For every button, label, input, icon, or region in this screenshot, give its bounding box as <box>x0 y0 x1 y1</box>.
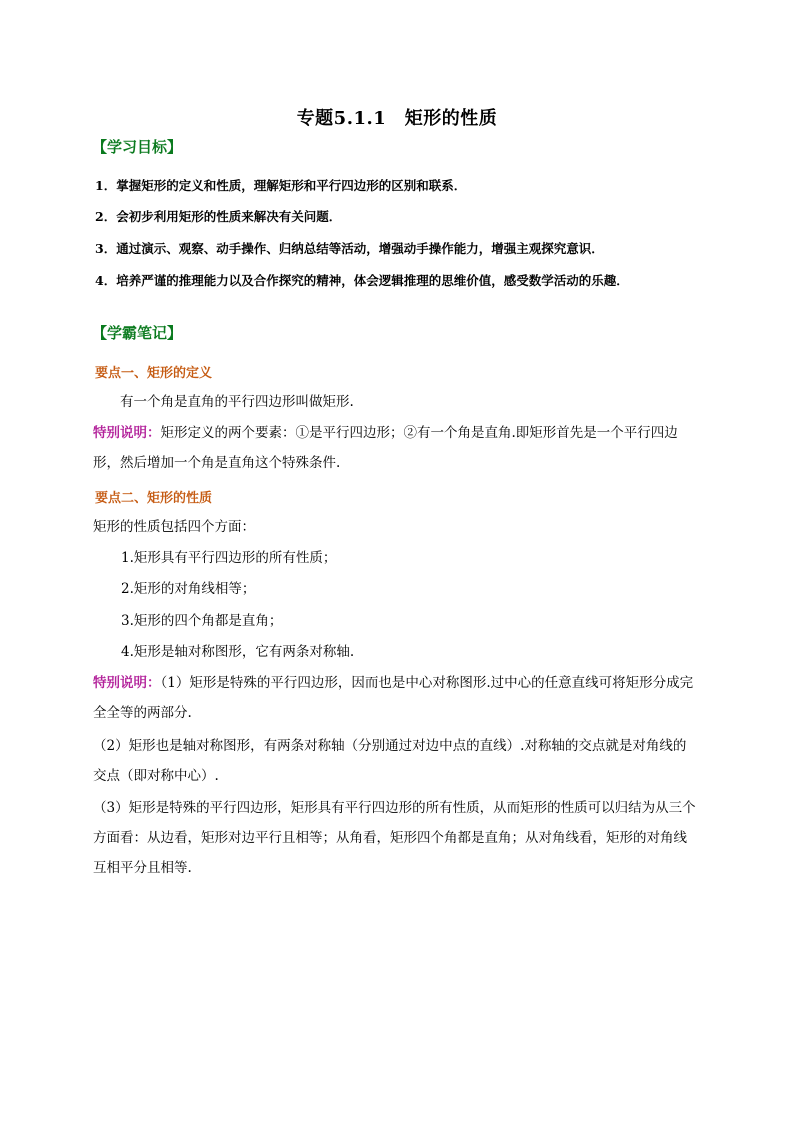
point2-title: 要点二、矩形的性质 <box>95 491 213 506</box>
point2-intro: 矩形的性质包括四个方面： <box>93 519 255 535</box>
special-note-label: 特别说明： <box>93 425 161 441</box>
point1-title: 要点一、矩形的定义 <box>95 366 213 381</box>
goal-item-2: 2．会初步利用矩形的性质来解决有关问题． <box>95 209 342 224</box>
point1-definition: 有一个角是直角的平行四边形叫做矩形. <box>120 394 354 410</box>
special-note-text: （1）矩形是特殊的平行四边形，因而也是中心对称图形.过中心的任意直线可将矩形分成完全全等的两部分. <box>93 675 694 721</box>
notes-heading: 【学霸笔记】 <box>92 324 183 342</box>
page-title: 专题5.1.1 矩形的性质 <box>296 108 498 129</box>
point1-special-note <box>93 418 697 478</box>
learning-goals-heading: 【学习目标】 <box>92 138 183 156</box>
special-note-text: 矩形定义的两个要素：①是平行四边形；②有一个角是直角.即矩形首先是一个平行四边形，然后增加一个角是直角这个特殊条件. <box>93 425 678 471</box>
special-note-label: 特别说明： <box>93 675 161 691</box>
goal-item-1: 1．掌握矩形的定义和性质，理解矩形和平行四边形的区别和联系． <box>95 178 467 193</box>
property-item-1: 1.矩形具有平行四边形的所有性质； <box>121 550 337 566</box>
property-item-3: 3.矩形的四个角都是直角； <box>121 613 283 629</box>
goal-item-4: 4．培养严谨的推理能力以及合作探究的精神，体会逻辑推理的思维价值，感受数学活动的乐趣． <box>95 273 629 288</box>
property-item-2: 2.矩形的对角线相等； <box>121 581 256 597</box>
goal-item-3: 3．通过演示、观察、动手操作、归纳总结等活动，增强动手操作能力，增强主观探究意识． <box>95 241 604 256</box>
point2-special-note-2: （2）矩形也是轴对称图形，有两条对称轴（分别通过对边中点的直线）.对称轴的交点就是对角线的交点（即对称中心）. <box>93 738 687 784</box>
point2-special-note-3: （3）矩形是特殊的平行四边形，矩形具有平行四边形的所有性质，从而矩形的性质可以归结为从三个方面看：从边看，矩形对边平行且相等；从角看，矩形四个角都是直角；从对角线看，矩形的对角线互相平分且相等. <box>93 800 696 876</box>
property-item-4: 4.矩形是轴对称图形，它有两条对称轴. <box>121 644 355 660</box>
point2-special-note-1 <box>93 668 697 728</box>
